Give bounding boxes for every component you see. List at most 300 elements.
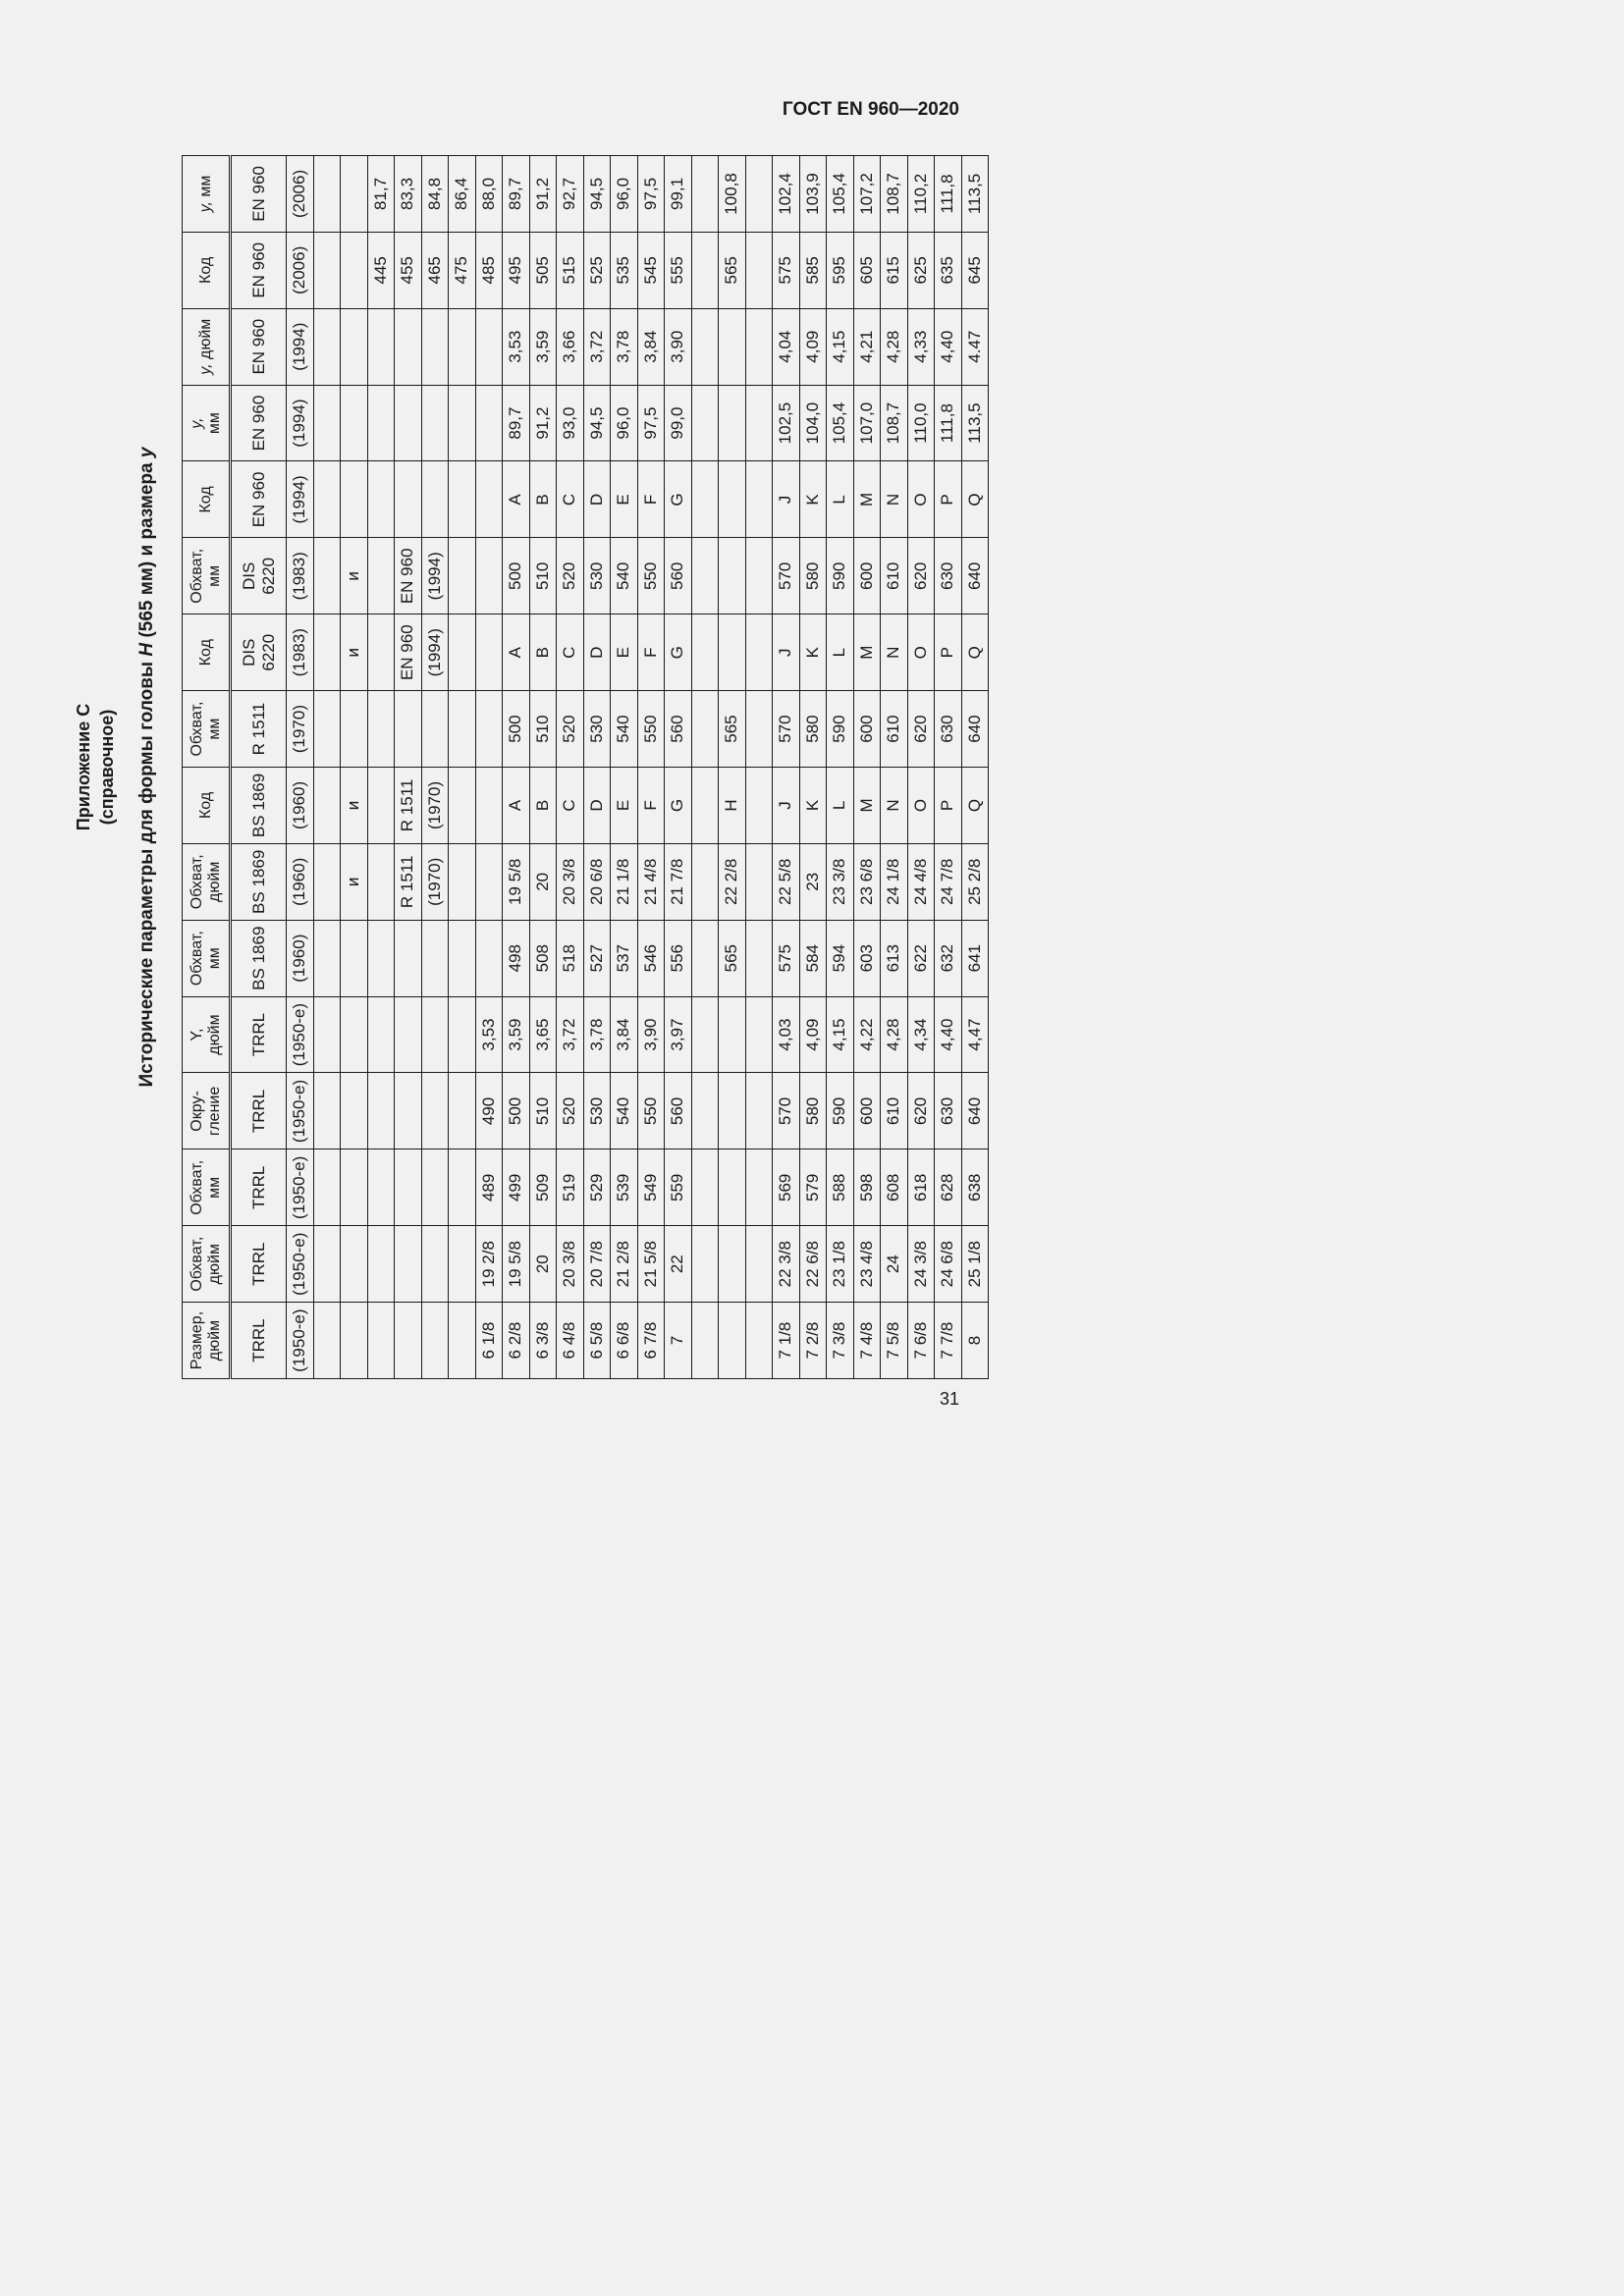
table-cell xyxy=(503,538,530,614)
table-cell xyxy=(475,768,503,844)
cell-value: H xyxy=(722,799,741,812)
table-cell xyxy=(287,691,314,768)
table-cell xyxy=(935,232,962,308)
cell-value: 641 xyxy=(964,944,984,973)
cell-value: 20 xyxy=(532,1255,552,1274)
cell-value: 25 1/8 xyxy=(964,1241,984,1288)
cell-value: 510 xyxy=(532,1096,552,1126)
cell-value: E xyxy=(614,494,633,506)
table-cell xyxy=(745,538,773,614)
cell-value: 94,5 xyxy=(586,177,606,210)
table-cell xyxy=(583,1303,611,1379)
column-header-label: Обхват, xyxy=(188,1159,205,1215)
table-row xyxy=(503,156,530,1379)
table-cell xyxy=(611,1303,638,1379)
table-cell xyxy=(449,1226,476,1303)
cell-value: 635 xyxy=(938,256,957,285)
cell-value: 590 xyxy=(830,1096,849,1126)
table-cell xyxy=(773,768,800,844)
table-cell xyxy=(313,232,341,308)
cell-value: 615 xyxy=(884,256,903,285)
table-cell xyxy=(395,768,422,844)
cell-value: L xyxy=(830,800,849,811)
table-cell xyxy=(313,461,341,538)
cell-value: 7 3/8 xyxy=(830,1321,849,1360)
table-cell xyxy=(421,768,449,844)
cell-value: 19 5/8 xyxy=(506,858,525,905)
table-cell xyxy=(691,1149,719,1226)
table-cell xyxy=(773,308,800,385)
table-cell xyxy=(665,1073,692,1149)
cell-value: 111,8 xyxy=(938,174,957,214)
table-cell xyxy=(313,996,341,1073)
table-cell xyxy=(907,308,935,385)
cell-value: 91,2 xyxy=(532,406,552,440)
table-cell xyxy=(907,538,935,614)
table-cell xyxy=(907,1226,935,1303)
table-cell xyxy=(961,385,989,461)
table-cell xyxy=(745,1149,773,1226)
cell-value: M xyxy=(856,492,876,507)
table-cell xyxy=(961,538,989,614)
table-cell xyxy=(475,920,503,996)
table-cell xyxy=(827,461,854,538)
table-cell xyxy=(475,156,503,233)
table-cell xyxy=(665,920,692,996)
table-cell xyxy=(367,385,395,461)
table-cell xyxy=(529,1149,557,1226)
table-cell xyxy=(853,385,881,461)
table-cell xyxy=(421,461,449,538)
table-cell xyxy=(287,308,314,385)
table-cell xyxy=(907,920,935,996)
cell-value: 3,65 xyxy=(532,1018,552,1051)
table-cell xyxy=(421,156,449,233)
table-cell xyxy=(611,1149,638,1226)
cell-value: 21 7/8 xyxy=(668,858,687,905)
cell-value: 489 xyxy=(478,1173,498,1201)
table-cell xyxy=(449,538,476,614)
table-cell xyxy=(719,308,746,385)
cell-value: 625 xyxy=(910,256,930,285)
table-cell xyxy=(827,920,854,996)
cell-value: 22 6/8 xyxy=(802,1241,822,1288)
table-row xyxy=(313,156,341,1379)
table-title xyxy=(135,155,159,1379)
table-cell xyxy=(907,156,935,233)
cell-value: 620 xyxy=(910,561,930,590)
cell-value: 610 xyxy=(884,1096,903,1126)
table-cell xyxy=(503,461,530,538)
table-cell xyxy=(637,1073,665,1149)
table-cell xyxy=(503,996,530,1073)
table-cell xyxy=(935,538,962,614)
table-row xyxy=(665,156,692,1379)
cell-value: O xyxy=(910,798,930,813)
cell-value: 20 xyxy=(532,872,552,891)
table-cell xyxy=(827,1149,854,1226)
table-cell xyxy=(395,232,422,308)
table-cell xyxy=(881,1073,908,1149)
table-cell xyxy=(691,461,719,538)
table-cell xyxy=(881,461,908,538)
table-cell xyxy=(719,1303,746,1379)
cell-value: 608 xyxy=(884,1173,903,1201)
header-row xyxy=(183,156,231,1379)
cell-value: J xyxy=(776,801,795,810)
column-header-label: Код xyxy=(196,256,214,284)
table-cell xyxy=(557,461,584,538)
table-cell xyxy=(799,843,827,920)
cell-value: 3,72 xyxy=(586,330,606,363)
table-cell xyxy=(881,614,908,691)
cell-value: 565 xyxy=(722,944,741,973)
table-cell xyxy=(773,1149,800,1226)
table-cell xyxy=(773,538,800,614)
cell-value: 588 xyxy=(830,1173,849,1201)
table-cell xyxy=(907,768,935,844)
table-cell xyxy=(665,308,692,385)
cell-value: 518 xyxy=(560,944,579,973)
cell-value: (1983) xyxy=(290,552,309,601)
table-cell xyxy=(665,385,692,461)
table-cell xyxy=(231,385,287,461)
table-cell xyxy=(935,1073,962,1149)
table-cell xyxy=(341,1149,368,1226)
table-cell xyxy=(231,691,287,768)
table-cell xyxy=(745,1303,773,1379)
table-cell xyxy=(611,768,638,844)
table-cell xyxy=(449,691,476,768)
cell-value: 97,5 xyxy=(640,406,660,440)
table-cell xyxy=(503,614,530,691)
cell-value: 110,0 xyxy=(910,402,930,444)
cell-value: EN 960 xyxy=(248,318,268,375)
table-cell xyxy=(719,920,746,996)
cell-value: J xyxy=(776,495,795,505)
table-cell xyxy=(421,691,449,768)
table-cell xyxy=(691,920,719,996)
table-cell xyxy=(529,308,557,385)
table-cell xyxy=(557,996,584,1073)
table-cell xyxy=(231,156,287,233)
table-row xyxy=(557,156,584,1379)
table-cell xyxy=(799,1303,827,1379)
table-row xyxy=(529,156,557,1379)
table-cell xyxy=(611,920,638,996)
table-cell xyxy=(529,768,557,844)
cell-value: 4,21 xyxy=(856,330,876,363)
cell-value: DIS 6220 xyxy=(239,633,278,671)
cell-value: 4,15 xyxy=(830,330,849,363)
cell-value: 96,0 xyxy=(614,406,633,440)
table-cell xyxy=(611,232,638,308)
table-cell xyxy=(827,385,854,461)
cell-value: 6 5/8 xyxy=(586,1321,606,1360)
table-cell xyxy=(745,385,773,461)
table-cell xyxy=(961,1073,989,1149)
cell-value: 565 xyxy=(722,715,741,743)
table-cell xyxy=(907,385,935,461)
cell-value: 19 5/8 xyxy=(506,1241,525,1288)
table-cell xyxy=(367,156,395,233)
table-cell xyxy=(691,614,719,691)
table-cell xyxy=(665,538,692,614)
cell-value: 540 xyxy=(614,561,633,590)
cell-value: 540 xyxy=(614,715,633,743)
table-cell xyxy=(881,308,908,385)
cell-value: 21 2/8 xyxy=(614,1241,633,1288)
table-cell xyxy=(421,1226,449,1303)
column-header xyxy=(183,614,231,691)
table-row xyxy=(935,156,962,1379)
cell-value: 6 4/8 xyxy=(560,1321,579,1360)
table-cell xyxy=(449,843,476,920)
table-row xyxy=(475,156,503,1379)
cell-value: 111,8 xyxy=(938,403,957,444)
cell-value: 584 xyxy=(802,944,822,973)
cell-value: 630 xyxy=(938,1096,957,1126)
cell-value: 540 xyxy=(614,1096,633,1126)
table-cell xyxy=(691,1073,719,1149)
cell-value: 475 xyxy=(452,256,471,285)
table-cell xyxy=(799,996,827,1073)
table-cell xyxy=(773,996,800,1073)
table-row xyxy=(773,156,800,1379)
table-cell xyxy=(935,1303,962,1379)
table-cell xyxy=(611,1073,638,1149)
cell-value: N xyxy=(884,799,903,812)
table-cell xyxy=(881,538,908,614)
table-cell xyxy=(827,768,854,844)
table-row xyxy=(421,156,449,1379)
table-cell xyxy=(231,538,287,614)
cell-value: 4,09 xyxy=(802,1018,822,1051)
column-header-label: дюйм xyxy=(205,1244,223,1285)
table-cell xyxy=(231,768,287,844)
table-cell xyxy=(853,1226,881,1303)
table-cell xyxy=(907,1073,935,1149)
table-cell xyxy=(313,1303,341,1379)
table-cell xyxy=(827,538,854,614)
table-cell xyxy=(881,232,908,308)
table-cell xyxy=(799,614,827,691)
table-cell xyxy=(367,614,395,691)
table-cell xyxy=(799,385,827,461)
table-cell xyxy=(961,1149,989,1226)
cell-value: 620 xyxy=(910,715,930,743)
cell-value: 3,84 xyxy=(614,1018,633,1051)
table-cell xyxy=(583,156,611,233)
cell-value: EN 960 xyxy=(248,395,268,452)
cell-value: 579 xyxy=(802,1173,822,1201)
cell-value: 104,0 xyxy=(802,401,822,445)
cell-value: 632 xyxy=(938,944,957,973)
cell-value: 21 5/8 xyxy=(640,1241,660,1288)
cell-value: 628 xyxy=(938,1173,957,1201)
cell-value: 4,04 xyxy=(776,330,795,363)
table-title-variable-h: H xyxy=(136,642,157,657)
table-cell xyxy=(719,614,746,691)
column-header xyxy=(183,691,231,768)
table-cell xyxy=(231,614,287,691)
cell-value: (1994) xyxy=(424,628,444,677)
cell-value: 560 xyxy=(668,715,687,743)
table-cell xyxy=(313,385,341,461)
table-cell xyxy=(421,1149,449,1226)
cell-value: (1994) xyxy=(290,399,309,448)
table-cell xyxy=(799,461,827,538)
cell-value: 108,7 xyxy=(884,401,903,445)
table-cell xyxy=(231,1303,287,1379)
column-header-label: гление xyxy=(205,1086,223,1137)
table-cell xyxy=(395,538,422,614)
cell-value: 590 xyxy=(830,715,849,743)
table-cell xyxy=(583,538,611,614)
cell-value: K xyxy=(802,647,822,659)
table-cell xyxy=(799,768,827,844)
cell-value: 613 xyxy=(884,944,903,973)
cell-value: 84,8 xyxy=(424,177,444,210)
cell-value: 24 6/8 xyxy=(938,1241,957,1288)
column-header xyxy=(183,156,231,233)
cell-value: 535 xyxy=(614,256,633,285)
table-cell xyxy=(231,232,287,308)
table-cell xyxy=(557,1149,584,1226)
cell-value: 499 xyxy=(506,1173,525,1201)
cell-value: 6 6/8 xyxy=(614,1321,633,1360)
cell-value: 24 3/8 xyxy=(910,1241,930,1288)
cell-value: (2006) xyxy=(290,169,309,219)
cell-value: O xyxy=(910,493,930,507)
cell-value: 7 4/8 xyxy=(856,1321,876,1360)
table-cell xyxy=(583,768,611,844)
table-cell xyxy=(691,843,719,920)
cell-value: 569 xyxy=(776,1173,795,1201)
cell-value: 630 xyxy=(938,715,957,743)
table-cell xyxy=(529,614,557,691)
column-header-label: Обхват, xyxy=(188,931,205,987)
table-cell xyxy=(961,461,989,538)
cell-value: 527 xyxy=(586,944,606,973)
table-cell xyxy=(961,156,989,233)
cell-value: 570 xyxy=(776,561,795,590)
column-header-label: y, xyxy=(188,417,205,429)
cell-value: (1970) xyxy=(424,857,444,906)
table-cell xyxy=(637,156,665,233)
cell-value: C xyxy=(560,799,579,812)
table-cell xyxy=(665,614,692,691)
cell-value: и xyxy=(344,877,363,887)
cell-value: 580 xyxy=(802,715,822,743)
cell-value: 7 6/8 xyxy=(910,1321,930,1360)
cell-value: и xyxy=(344,647,363,658)
cell-value: (1950-е) xyxy=(290,1232,309,1296)
cell-value: D xyxy=(586,799,606,812)
table-cell xyxy=(691,1303,719,1379)
cell-value: 630 xyxy=(938,561,957,590)
cell-value: 560 xyxy=(668,561,687,590)
table-cell xyxy=(961,232,989,308)
table-cell xyxy=(557,308,584,385)
table-cell xyxy=(503,768,530,844)
table-cell xyxy=(287,920,314,996)
cell-value: 21 4/8 xyxy=(640,858,660,905)
table-row xyxy=(341,156,368,1379)
cell-value: 83,3 xyxy=(398,177,417,210)
cell-value: 520 xyxy=(560,1096,579,1126)
table-cell xyxy=(961,308,989,385)
cell-value: 3,78 xyxy=(586,1018,606,1051)
cell-value: 575 xyxy=(776,944,795,973)
column-header xyxy=(183,1073,231,1149)
table-cell xyxy=(935,156,962,233)
table-cell xyxy=(503,1073,530,1149)
table-cell xyxy=(583,1226,611,1303)
column-header xyxy=(183,1303,231,1379)
column-header xyxy=(183,538,231,614)
table-cell xyxy=(583,385,611,461)
table-row xyxy=(583,156,611,1379)
cell-value: 560 xyxy=(668,1096,687,1126)
table-cell xyxy=(421,920,449,996)
cell-value: 640 xyxy=(964,715,984,743)
table-cell xyxy=(421,385,449,461)
table-cell xyxy=(611,308,638,385)
table-cell xyxy=(583,308,611,385)
cell-value: 19 2/8 xyxy=(478,1241,498,1288)
table-cell xyxy=(637,920,665,996)
table-cell xyxy=(637,1303,665,1379)
cell-value: EN 960 xyxy=(398,548,417,605)
cell-value: C xyxy=(560,493,579,507)
cell-value: 22 3/8 xyxy=(776,1241,795,1288)
table-cell xyxy=(611,843,638,920)
table-cell xyxy=(827,308,854,385)
table-cell xyxy=(799,1073,827,1149)
table-cell xyxy=(475,614,503,691)
cell-value: N xyxy=(884,493,903,507)
cell-value: E xyxy=(614,647,633,659)
table-cell xyxy=(907,614,935,691)
table-cell xyxy=(449,614,476,691)
table-cell xyxy=(313,308,341,385)
table-cell xyxy=(341,920,368,996)
cell-value: 539 xyxy=(614,1173,633,1201)
table-cell xyxy=(341,461,368,538)
table-cell xyxy=(313,1226,341,1303)
cell-value: 91,2 xyxy=(532,177,552,210)
table-cell xyxy=(341,691,368,768)
table-cell xyxy=(961,843,989,920)
table-cell xyxy=(529,538,557,614)
table-cell xyxy=(719,461,746,538)
table-cell xyxy=(611,538,638,614)
table-cell xyxy=(637,691,665,768)
table-cell xyxy=(529,156,557,233)
table-cell xyxy=(881,996,908,1073)
table-row xyxy=(719,156,746,1379)
table-cell xyxy=(745,843,773,920)
cell-value: A xyxy=(506,494,525,506)
cell-value: и xyxy=(344,571,363,581)
table-cell xyxy=(341,768,368,844)
table-cell xyxy=(287,1226,314,1303)
table-cell xyxy=(907,461,935,538)
table-cell xyxy=(313,1073,341,1149)
table-cell xyxy=(691,232,719,308)
cell-value: 86,4 xyxy=(452,177,471,210)
